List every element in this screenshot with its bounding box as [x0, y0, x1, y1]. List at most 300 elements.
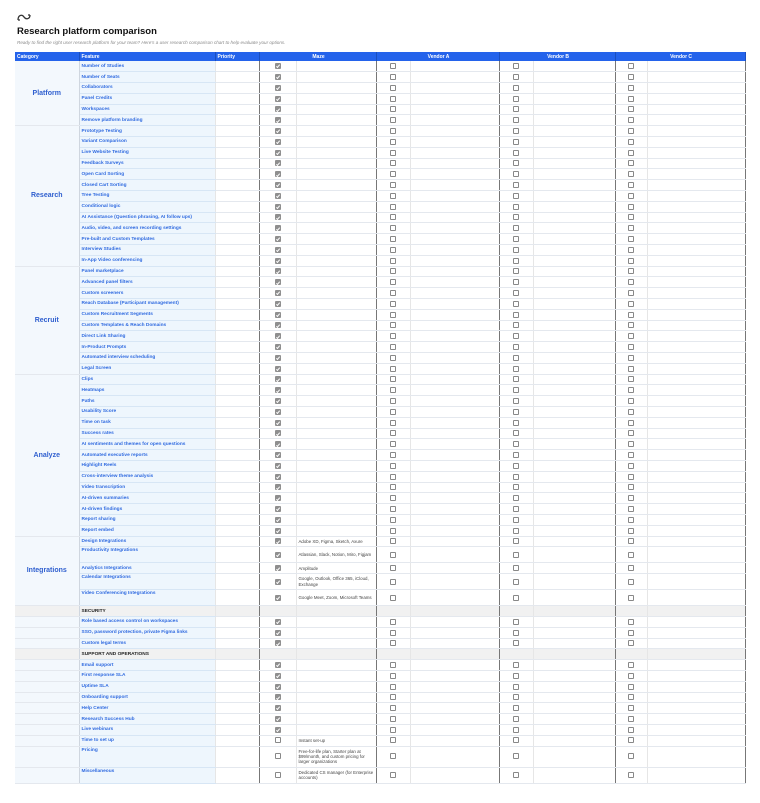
vendor-b-checkbox-cell[interactable] — [499, 563, 533, 574]
priority-cell[interactable] — [215, 169, 259, 180]
vendor-b-checkbox-cell[interactable] — [499, 746, 533, 767]
vendor-c-checkbox-cell[interactable] — [615, 201, 647, 212]
priority-cell[interactable] — [215, 342, 259, 353]
vendor-a-checkbox-cell[interactable] — [376, 692, 410, 703]
vendor-a-note[interactable] — [410, 450, 499, 461]
vendor-b-checkbox-cell[interactable] — [499, 342, 533, 353]
vendor-c-checkbox-cell[interactable] — [615, 724, 647, 735]
priority-cell[interactable] — [215, 746, 259, 767]
vendor-c-note[interactable] — [647, 147, 745, 158]
vendor-b-note[interactable] — [533, 482, 615, 493]
vendor-a-checkbox-cell[interactable] — [376, 460, 410, 471]
vendor-b-note[interactable] — [533, 83, 615, 94]
vendor-a-note[interactable] — [410, 147, 499, 158]
vendor-a-checkbox-cell[interactable] — [376, 735, 410, 746]
vendor-a-checkbox-cell[interactable] — [376, 504, 410, 515]
vendor-b-checkbox-cell[interactable] — [499, 61, 533, 72]
vendor-a-checkbox-cell[interactable] — [376, 169, 410, 180]
vendor-b-note[interactable] — [533, 627, 615, 638]
maze-checkbox-cell[interactable] — [259, 137, 296, 148]
vendor-c-checkbox[interactable] — [628, 171, 634, 177]
vendor-c-note[interactable] — [647, 428, 745, 439]
vendor-c-note[interactable] — [647, 460, 745, 471]
priority-cell[interactable] — [215, 72, 259, 83]
vendor-b-checkbox[interactable] — [513, 484, 519, 490]
vendor-c-checkbox-cell[interactable] — [615, 309, 647, 320]
vendor-c-checkbox[interactable] — [628, 565, 634, 571]
maze-checkbox[interactable] — [275, 420, 281, 426]
vendor-c-note[interactable] — [647, 767, 745, 783]
vendor-a-checkbox[interactable] — [390, 268, 396, 274]
vendor-c-checkbox[interactable] — [628, 160, 634, 166]
vendor-c-checkbox[interactable] — [628, 552, 634, 558]
vendor-a-note[interactable] — [410, 342, 499, 353]
maze-checkbox-cell[interactable] — [259, 93, 296, 104]
vendor-b-checkbox-cell[interactable] — [499, 234, 533, 245]
vendor-c-checkbox[interactable] — [628, 420, 634, 426]
vendor-c-note[interactable] — [647, 245, 745, 256]
maze-checkbox-cell[interactable] — [259, 681, 296, 692]
vendor-a-note[interactable] — [410, 299, 499, 310]
vendor-b-note[interactable] — [533, 223, 615, 234]
vendor-c-checkbox[interactable] — [628, 662, 634, 668]
vendor-c-note[interactable] — [647, 83, 745, 94]
priority-cell[interactable] — [215, 255, 259, 266]
vendor-c-checkbox-cell[interactable] — [615, 574, 647, 590]
maze-checkbox[interactable] — [275, 737, 281, 743]
vendor-a-checkbox[interactable] — [390, 106, 396, 112]
vendor-a-note[interactable] — [410, 331, 499, 342]
vendor-b-checkbox[interactable] — [513, 312, 519, 318]
maze-checkbox-cell[interactable] — [259, 385, 296, 396]
vendor-a-note[interactable] — [410, 266, 499, 277]
vendor-c-checkbox-cell[interactable] — [615, 536, 647, 547]
vendor-a-checkbox[interactable] — [390, 538, 396, 544]
vendor-b-note[interactable] — [533, 320, 615, 331]
vendor-a-note[interactable] — [410, 309, 499, 320]
maze-checkbox-cell[interactable] — [259, 320, 296, 331]
vendor-b-checkbox-cell[interactable] — [499, 374, 533, 385]
maze-checkbox[interactable] — [275, 430, 281, 436]
vendor-b-note[interactable] — [533, 180, 615, 191]
vendor-c-checkbox[interactable] — [628, 193, 634, 199]
priority-cell[interactable] — [215, 137, 259, 148]
vendor-b-checkbox[interactable] — [513, 182, 519, 188]
vendor-c-checkbox-cell[interactable] — [615, 439, 647, 450]
vendor-c-note[interactable] — [647, 493, 745, 504]
maze-checkbox[interactable] — [275, 117, 281, 123]
vendor-a-checkbox-cell[interactable] — [376, 724, 410, 735]
priority-cell[interactable] — [215, 417, 259, 428]
vendor-b-checkbox-cell[interactable] — [499, 714, 533, 725]
vendor-b-checkbox-cell[interactable] — [499, 460, 533, 471]
vendor-a-checkbox-cell[interactable] — [376, 299, 410, 310]
vendor-c-checkbox-cell[interactable] — [615, 692, 647, 703]
maze-checkbox[interactable] — [275, 528, 281, 534]
maze-checkbox-cell[interactable] — [259, 724, 296, 735]
vendor-c-checkbox-cell[interactable] — [615, 627, 647, 638]
maze-checkbox[interactable] — [275, 333, 281, 339]
vendor-a-checkbox-cell[interactable] — [376, 590, 410, 606]
maze-checkbox-cell[interactable] — [259, 692, 296, 703]
vendor-a-note[interactable] — [410, 504, 499, 515]
vendor-a-note[interactable] — [410, 201, 499, 212]
vendor-a-checkbox-cell[interactable] — [376, 681, 410, 692]
vendor-b-note[interactable] — [533, 525, 615, 536]
maze-checkbox-cell[interactable] — [259, 471, 296, 482]
maze-checkbox-cell[interactable] — [259, 277, 296, 288]
vendor-a-checkbox[interactable] — [390, 398, 396, 404]
vendor-b-note[interactable] — [533, 147, 615, 158]
vendor-a-note[interactable] — [410, 493, 499, 504]
vendor-c-checkbox[interactable] — [628, 322, 634, 328]
vendor-a-checkbox[interactable] — [390, 484, 396, 490]
vendor-a-checkbox[interactable] — [390, 753, 396, 759]
vendor-b-note[interactable] — [533, 396, 615, 407]
vendor-b-checkbox-cell[interactable] — [499, 396, 533, 407]
maze-checkbox[interactable] — [275, 160, 281, 166]
vendor-c-note[interactable] — [647, 363, 745, 374]
maze-checkbox-cell[interactable] — [259, 627, 296, 638]
vendor-c-checkbox[interactable] — [628, 139, 634, 145]
vendor-b-checkbox[interactable] — [513, 366, 519, 372]
vendor-b-checkbox-cell[interactable] — [499, 660, 533, 671]
priority-cell[interactable] — [215, 482, 259, 493]
vendor-b-checkbox-cell[interactable] — [499, 724, 533, 735]
vendor-b-note[interactable] — [533, 767, 615, 783]
vendor-c-checkbox-cell[interactable] — [615, 660, 647, 671]
vendor-a-note[interactable] — [410, 245, 499, 256]
maze-checkbox[interactable] — [275, 193, 281, 199]
vendor-a-checkbox[interactable] — [390, 366, 396, 372]
maze-checkbox-cell[interactable] — [259, 147, 296, 158]
maze-checkbox[interactable] — [275, 474, 281, 480]
vendor-c-note[interactable] — [647, 439, 745, 450]
priority-cell[interactable] — [215, 428, 259, 439]
vendor-b-checkbox-cell[interactable] — [499, 212, 533, 223]
vendor-c-checkbox-cell[interactable] — [615, 353, 647, 364]
vendor-c-checkbox[interactable] — [628, 737, 634, 743]
priority-cell[interactable] — [215, 158, 259, 169]
vendor-a-checkbox-cell[interactable] — [376, 493, 410, 504]
maze-checkbox[interactable] — [275, 376, 281, 382]
vendor-c-checkbox-cell[interactable] — [615, 471, 647, 482]
vendor-b-note[interactable] — [533, 574, 615, 590]
vendor-b-checkbox-cell[interactable] — [499, 439, 533, 450]
maze-checkbox-cell[interactable] — [259, 660, 296, 671]
vendor-c-note[interactable] — [647, 724, 745, 735]
vendor-c-checkbox-cell[interactable] — [615, 616, 647, 627]
maze-checkbox[interactable] — [275, 506, 281, 512]
vendor-b-checkbox[interactable] — [513, 171, 519, 177]
vendor-c-note[interactable] — [647, 353, 745, 364]
maze-checkbox[interactable] — [275, 85, 281, 91]
vendor-b-note[interactable] — [533, 191, 615, 202]
vendor-a-checkbox[interactable] — [390, 772, 396, 778]
vendor-c-checkbox[interactable] — [628, 279, 634, 285]
vendor-b-checkbox[interactable] — [513, 619, 519, 625]
maze-checkbox-cell[interactable] — [259, 746, 296, 767]
vendor-b-checkbox[interactable] — [513, 279, 519, 285]
vendor-b-checkbox[interactable] — [513, 117, 519, 123]
vendor-a-note[interactable] — [410, 407, 499, 418]
vendor-a-note[interactable] — [410, 288, 499, 299]
vendor-c-checkbox[interactable] — [628, 727, 634, 733]
vendor-c-note[interactable] — [647, 670, 745, 681]
maze-checkbox[interactable] — [275, 247, 281, 253]
maze-checkbox[interactable] — [275, 150, 281, 156]
vendor-c-checkbox-cell[interactable] — [615, 126, 647, 137]
vendor-c-checkbox[interactable] — [628, 85, 634, 91]
vendor-a-checkbox[interactable] — [390, 463, 396, 469]
vendor-c-note[interactable] — [647, 681, 745, 692]
vendor-a-checkbox-cell[interactable] — [376, 471, 410, 482]
vendor-a-checkbox[interactable] — [390, 694, 396, 700]
vendor-b-checkbox[interactable] — [513, 772, 519, 778]
vendor-c-checkbox-cell[interactable] — [615, 681, 647, 692]
vendor-b-checkbox[interactable] — [513, 236, 519, 242]
vendor-c-note[interactable] — [647, 396, 745, 407]
vendor-a-note[interactable] — [410, 471, 499, 482]
vendor-c-checkbox[interactable] — [628, 96, 634, 102]
vendor-b-checkbox[interactable] — [513, 376, 519, 382]
vendor-a-note[interactable] — [410, 563, 499, 574]
vendor-a-checkbox-cell[interactable] — [376, 627, 410, 638]
vendor-c-note[interactable] — [647, 104, 745, 115]
maze-checkbox[interactable] — [275, 74, 281, 80]
maze-checkbox-cell[interactable] — [259, 191, 296, 202]
vendor-a-checkbox-cell[interactable] — [376, 374, 410, 385]
vendor-a-note[interactable] — [410, 439, 499, 450]
vendor-c-checkbox[interactable] — [628, 772, 634, 778]
vendor-c-checkbox[interactable] — [628, 290, 634, 296]
vendor-a-note[interactable] — [410, 83, 499, 94]
vendor-b-checkbox-cell[interactable] — [499, 201, 533, 212]
vendor-a-checkbox-cell[interactable] — [376, 180, 410, 191]
maze-checkbox[interactable] — [275, 236, 281, 242]
vendor-b-checkbox[interactable] — [513, 673, 519, 679]
vendor-c-checkbox[interactable] — [628, 430, 634, 436]
vendor-c-note[interactable] — [647, 714, 745, 725]
vendor-a-note[interactable] — [410, 714, 499, 725]
vendor-b-checkbox[interactable] — [513, 506, 519, 512]
vendor-b-note[interactable] — [533, 104, 615, 115]
maze-checkbox-cell[interactable] — [259, 428, 296, 439]
vendor-b-checkbox-cell[interactable] — [499, 299, 533, 310]
vendor-a-note[interactable] — [410, 277, 499, 288]
priority-cell[interactable] — [215, 767, 259, 783]
priority-cell[interactable] — [215, 126, 259, 137]
vendor-a-checkbox[interactable] — [390, 322, 396, 328]
maze-checkbox-cell[interactable] — [259, 525, 296, 536]
maze-checkbox-cell[interactable] — [259, 616, 296, 627]
maze-checkbox-cell[interactable] — [259, 245, 296, 256]
vendor-b-checkbox-cell[interactable] — [499, 223, 533, 234]
vendor-a-note[interactable] — [410, 93, 499, 104]
vendor-b-checkbox-cell[interactable] — [499, 147, 533, 158]
vendor-a-checkbox[interactable] — [390, 684, 396, 690]
vendor-a-note[interactable] — [410, 396, 499, 407]
vendor-c-checkbox-cell[interactable] — [615, 288, 647, 299]
vendor-b-checkbox-cell[interactable] — [499, 320, 533, 331]
maze-checkbox[interactable] — [275, 290, 281, 296]
vendor-a-checkbox-cell[interactable] — [376, 93, 410, 104]
priority-cell[interactable] — [215, 616, 259, 627]
vendor-a-checkbox-cell[interactable] — [376, 482, 410, 493]
vendor-a-checkbox[interactable] — [390, 727, 396, 733]
vendor-c-checkbox-cell[interactable] — [615, 299, 647, 310]
vendor-b-checkbox-cell[interactable] — [499, 72, 533, 83]
vendor-b-note[interactable] — [533, 638, 615, 649]
maze-checkbox[interactable] — [275, 579, 281, 585]
vendor-b-checkbox-cell[interactable] — [499, 735, 533, 746]
vendor-c-checkbox[interactable] — [628, 538, 634, 544]
vendor-a-checkbox-cell[interactable] — [376, 353, 410, 364]
vendor-a-checkbox[interactable] — [390, 225, 396, 231]
vendor-a-checkbox[interactable] — [390, 150, 396, 156]
vendor-c-checkbox-cell[interactable] — [615, 547, 647, 563]
vendor-a-checkbox-cell[interactable] — [376, 83, 410, 94]
vendor-c-checkbox-cell[interactable] — [615, 93, 647, 104]
maze-checkbox-cell[interactable] — [259, 563, 296, 574]
maze-checkbox-cell[interactable] — [259, 735, 296, 746]
vendor-a-checkbox[interactable] — [390, 204, 396, 210]
vendor-a-checkbox-cell[interactable] — [376, 342, 410, 353]
vendor-a-note[interactable] — [410, 363, 499, 374]
vendor-b-checkbox-cell[interactable] — [499, 245, 533, 256]
vendor-c-checkbox[interactable] — [628, 694, 634, 700]
vendor-b-checkbox[interactable] — [513, 495, 519, 501]
vendor-b-note[interactable] — [533, 590, 615, 606]
vendor-a-checkbox-cell[interactable] — [376, 407, 410, 418]
vendor-c-checkbox[interactable] — [628, 409, 634, 415]
vendor-c-checkbox[interactable] — [628, 150, 634, 156]
priority-cell[interactable] — [215, 536, 259, 547]
vendor-a-checkbox[interactable] — [390, 290, 396, 296]
vendor-a-checkbox[interactable] — [390, 579, 396, 585]
priority-cell[interactable] — [215, 525, 259, 536]
priority-cell[interactable] — [215, 147, 259, 158]
maze-checkbox-cell[interactable] — [259, 104, 296, 115]
vendor-a-note[interactable] — [410, 126, 499, 137]
maze-checkbox-cell[interactable] — [259, 158, 296, 169]
vendor-a-note[interactable] — [410, 574, 499, 590]
vendor-b-note[interactable] — [533, 353, 615, 364]
maze-checkbox-cell[interactable] — [259, 83, 296, 94]
maze-checkbox-cell[interactable] — [259, 767, 296, 783]
maze-checkbox[interactable] — [275, 495, 281, 501]
vendor-c-note[interactable] — [647, 115, 745, 126]
vendor-b-note[interactable] — [533, 536, 615, 547]
vendor-b-checkbox-cell[interactable] — [499, 407, 533, 418]
vendor-b-checkbox-cell[interactable] — [499, 590, 533, 606]
vendor-b-checkbox[interactable] — [513, 716, 519, 722]
vendor-c-checkbox-cell[interactable] — [615, 514, 647, 525]
vendor-c-checkbox[interactable] — [628, 312, 634, 318]
vendor-a-checkbox-cell[interactable] — [376, 201, 410, 212]
vendor-a-checkbox-cell[interactable] — [376, 137, 410, 148]
vendor-c-checkbox-cell[interactable] — [615, 104, 647, 115]
maze-checkbox-cell[interactable] — [259, 266, 296, 277]
vendor-c-checkbox-cell[interactable] — [615, 158, 647, 169]
vendor-a-note[interactable] — [410, 703, 499, 714]
vendor-a-checkbox[interactable] — [390, 85, 396, 91]
vendor-a-checkbox[interactable] — [390, 528, 396, 534]
vendor-a-checkbox[interactable] — [390, 333, 396, 339]
priority-cell[interactable] — [215, 692, 259, 703]
vendor-a-checkbox[interactable] — [390, 139, 396, 145]
priority-cell[interactable] — [215, 439, 259, 450]
vendor-c-checkbox-cell[interactable] — [615, 450, 647, 461]
vendor-b-checkbox[interactable] — [513, 441, 519, 447]
vendor-c-checkbox-cell[interactable] — [615, 266, 647, 277]
vendor-b-note[interactable] — [533, 363, 615, 374]
vendor-a-checkbox[interactable] — [390, 387, 396, 393]
vendor-c-note[interactable] — [647, 536, 745, 547]
priority-cell[interactable] — [215, 309, 259, 320]
vendor-b-checkbox[interactable] — [513, 128, 519, 134]
maze-checkbox[interactable] — [275, 355, 281, 361]
maze-checkbox[interactable] — [275, 716, 281, 722]
vendor-a-note[interactable] — [410, 536, 499, 547]
vendor-b-note[interactable] — [533, 299, 615, 310]
maze-checkbox[interactable] — [275, 630, 281, 636]
vendor-b-checkbox-cell[interactable] — [499, 353, 533, 364]
vendor-b-checkbox-cell[interactable] — [499, 692, 533, 703]
vendor-b-checkbox-cell[interactable] — [499, 158, 533, 169]
vendor-a-checkbox-cell[interactable] — [376, 547, 410, 563]
vendor-a-checkbox[interactable] — [390, 258, 396, 264]
vendor-b-checkbox[interactable] — [513, 63, 519, 69]
vendor-c-checkbox[interactable] — [628, 463, 634, 469]
priority-cell[interactable] — [215, 493, 259, 504]
vendor-c-checkbox[interactable] — [628, 619, 634, 625]
vendor-b-note[interactable] — [533, 514, 615, 525]
vendor-b-checkbox[interactable] — [513, 301, 519, 307]
vendor-b-checkbox[interactable] — [513, 96, 519, 102]
vendor-c-note[interactable] — [647, 450, 745, 461]
vendor-c-note[interactable] — [647, 93, 745, 104]
vendor-b-checkbox[interactable] — [513, 150, 519, 156]
maze-checkbox-cell[interactable] — [259, 493, 296, 504]
vendor-b-checkbox[interactable] — [513, 528, 519, 534]
vendor-b-note[interactable] — [533, 616, 615, 627]
vendor-b-note[interactable] — [533, 201, 615, 212]
vendor-a-checkbox[interactable] — [390, 441, 396, 447]
vendor-c-checkbox-cell[interactable] — [615, 735, 647, 746]
vendor-b-checkbox[interactable] — [513, 705, 519, 711]
vendor-c-note[interactable] — [647, 212, 745, 223]
vendor-c-note[interactable] — [647, 277, 745, 288]
vendor-b-checkbox-cell[interactable] — [499, 137, 533, 148]
vendor-b-note[interactable] — [533, 471, 615, 482]
vendor-c-checkbox-cell[interactable] — [615, 525, 647, 536]
vendor-a-checkbox[interactable] — [390, 355, 396, 361]
vendor-b-checkbox-cell[interactable] — [499, 277, 533, 288]
maze-checkbox-cell[interactable] — [259, 374, 296, 385]
vendor-b-checkbox[interactable] — [513, 247, 519, 253]
maze-checkbox[interactable] — [275, 619, 281, 625]
vendor-c-checkbox[interactable] — [628, 673, 634, 679]
vendor-b-note[interactable] — [533, 670, 615, 681]
vendor-a-note[interactable] — [410, 191, 499, 202]
priority-cell[interactable] — [215, 299, 259, 310]
priority-cell[interactable] — [215, 353, 259, 364]
vendor-a-checkbox-cell[interactable] — [376, 61, 410, 72]
vendor-a-note[interactable] — [410, 169, 499, 180]
vendor-c-checkbox-cell[interactable] — [615, 563, 647, 574]
vendor-c-checkbox-cell[interactable] — [615, 670, 647, 681]
